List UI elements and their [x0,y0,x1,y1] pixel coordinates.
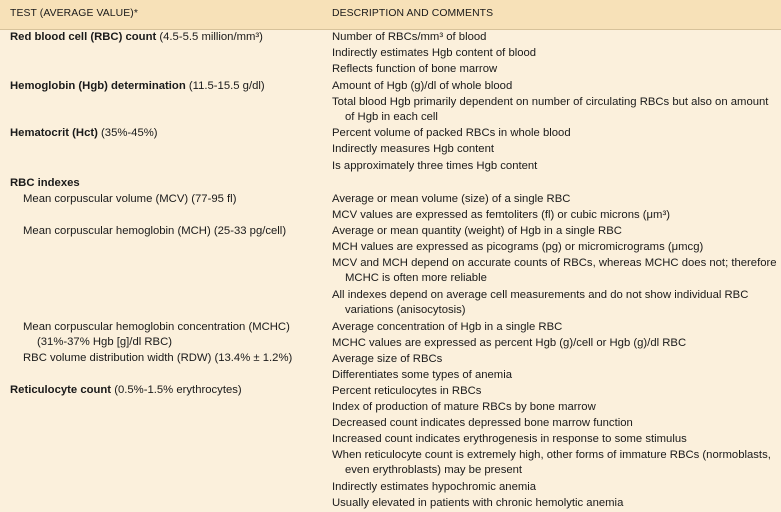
test-name: Hemoglobin (Hgb) determination (11.5-15.5 g/dl) [10,80,265,92]
description-line: All indexes depend on average cell measurements and do not show individual RBC [332,289,749,301]
description-line: Usually elevated in patients with chronic hemolytic anemia [332,497,624,509]
description-line: of Hgb in each cell [345,111,438,123]
description-line: Indirectly measures Hgb content [332,143,495,155]
description-line: Differentiates some types of anemia [332,369,513,381]
description-line: Indirectly estimates hypochromic anemia [332,481,537,493]
description-line: Percent volume of packed RBCs in whole blood [332,127,571,139]
description-line: MCH values are expressed as picograms (pg) or micromicrograms (μmcg) [332,241,704,253]
description-line: MCHC values are expressed as percent Hgb (g)/cell or Hgb (g)/dl RBC [332,337,687,349]
description-line: Amount of Hgb (g)/dl of whole blood [332,80,513,92]
description-line: Average size of RBCs [332,353,443,365]
section-heading: RBC indexes [10,177,80,189]
description-line: Average or mean volume (size) of a single RBC [332,193,571,205]
test-name-continued: (31%-37% Hgb [g]/dl RBC) [37,336,172,348]
description-line: Indirectly estimates Hgb content of blood [332,47,537,59]
description-line: Average or mean quantity (weight) of Hgb in a single RBC [332,225,622,237]
test-name: Mean corpuscular hemoglobin (MCH) (25-33 pg/cell) [23,225,287,237]
description-line: variations (anisocytosis) [345,304,466,316]
test-name: Mean corpuscular hemoglobin concentration (MCHC) [23,321,290,333]
description-line: Index of production of mature RBCs by bone marrow [332,401,596,413]
test-name: Red blood cell (RBC) count (4.5-5.5 million/mm³) [10,31,263,43]
description-line: MCV and MCH depend on accurate counts of RBCs, whereas MCHC does not; therefore [332,257,777,269]
test-name: RBC volume distribution width (RDW) (13.4% ± 1.2%) [23,352,293,364]
description-line: Increased count indicates erythrogenesis in response to some stimulus [332,433,687,445]
test-column-header: TEST (AVERAGE VALUE)* [10,8,138,19]
test-name: Reticulocyte count (0.5%-1.5% erythrocytes) [10,384,242,396]
test-name: Hematocrit (Hct) (35%-45%) [10,127,158,139]
test-name: Mean corpuscular volume (MCV) (77-95 fl) [23,193,237,205]
description-line: When reticulocyte count is extremely high, other forms of immature RBCs (normoblasts, [332,449,771,461]
description-line: Number of RBCs/mm³ of blood [332,31,487,43]
description-line: Reflects function of bone marrow [332,63,498,75]
description-line: Decreased count indicates depressed bone marrow function [332,417,633,429]
description-line: Percent reticulocytes in RBCs [332,385,482,397]
description-line: even erythroblasts) may be present [345,464,523,476]
description-column-header: DESCRIPTION AND COMMENTS [332,8,494,19]
description-line: MCV values are expressed as femtoliters (fl) or cubic microns (μm³) [332,209,670,221]
table-header [0,0,781,30]
description-line: Average concentration of Hgb in a single RBC [332,321,563,333]
description-line: MCHC is often more reliable [345,272,487,284]
description-line: Total blood Hgb primarily dependent on number of circulating RBCs but also on amount [332,96,769,108]
description-line: Is approximately three times Hgb content [332,160,538,172]
